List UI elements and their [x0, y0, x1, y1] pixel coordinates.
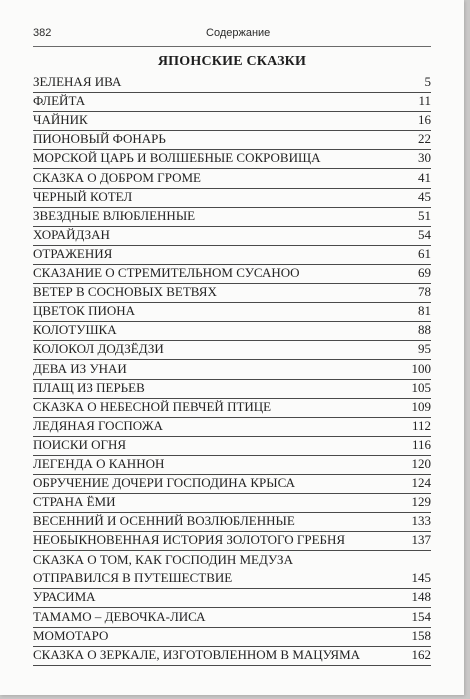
toc-entry [33, 227, 431, 246]
toc-entry-title: ПОИСКИ ОГНЯ [33, 436, 127, 452]
toc-entry [33, 150, 431, 169]
toc-entry-title: ХОРАЙДЗАН [33, 226, 110, 242]
toc-entry-page: 116 [411, 436, 431, 452]
toc-entry-title: СТРАНА ЁМИ [33, 494, 116, 510]
toc-entry-page: 148 [411, 589, 431, 605]
toc-entry-title: СКАЗКА О ТОМ, КАК ГОСПОДИН МЕДУЗА ОТПРАВИЛСЯ В ПУТЕШЕСТВИЕ [33, 552, 293, 586]
toc-entry [33, 284, 431, 303]
toc-entry-title: КОЛОКОЛ ДОДЗЁДЗИ [33, 341, 164, 357]
toc-entry-page: 100 [411, 360, 431, 376]
toc-entry-title: СКАЗАНИЕ О СТРЕМИТЕЛЬНОМ СУСАНОО [33, 265, 300, 281]
toc-entry-title: КОЛОТУШКА [33, 322, 117, 338]
toc-entry [33, 494, 431, 513]
toc-entry [33, 189, 431, 208]
table-of-contents [33, 74, 431, 666]
toc-entry-title: ЗЕЛЕНАЯ ИВА [33, 74, 122, 90]
page-header [0, 24, 464, 46]
toc-entry [33, 360, 431, 379]
toc-entry [33, 246, 431, 265]
toc-entry-title: СКАЗКА О ЗЕРКАЛЕ, ИЗГОТОВЛЕННОМ В МАЦУЯМА [33, 646, 361, 662]
toc-entry-title: ТАМАМО – ДЕВОЧКА-ЛИСА [33, 608, 206, 624]
toc-entry-title: ЛЕГЕНДА О КАННОН [33, 455, 165, 471]
toc-entry [33, 74, 431, 93]
toc-entry-page: 133 [411, 513, 431, 529]
toc-entry-page: 41 [418, 169, 431, 185]
toc-entry-page: 145 [411, 570, 431, 586]
toc-entry-page: 112 [411, 417, 431, 433]
toc-entry-page: 54 [418, 226, 431, 242]
toc-entry [33, 456, 431, 475]
toc-entry [33, 475, 431, 494]
running-title: Содержание [206, 27, 271, 39]
toc-entry-title: УРАСИМА [33, 589, 96, 605]
header-divider [33, 46, 431, 47]
toc-entry [33, 93, 431, 112]
toc-entry [33, 589, 431, 608]
toc-entry [33, 399, 431, 418]
toc-entry-title: МОРСКОЙ ЦАРЬ И ВОЛШЕБНЫЕ СОКРОВИЩА [33, 150, 321, 166]
toc-entry-title: ПИОНОВЫЙ ФОНАРЬ [33, 131, 166, 147]
toc-entry-page: 88 [418, 322, 431, 338]
toc-entry-page: 16 [418, 112, 431, 128]
toc-entry-page: 124 [411, 475, 431, 491]
section-title: ЯПОНСКИЕ СКАЗКИ [157, 54, 307, 69]
toc-entry-title: ЧАЙНИК [33, 112, 88, 128]
toc-entry-title: ВЕСЕННИЙ И ОСЕННИЙ ВОЗЛЮБЛЕННЫЕ [33, 513, 295, 529]
toc-entry [33, 208, 431, 227]
toc-entry [33, 380, 431, 399]
toc-entry-page: 22 [418, 131, 431, 147]
toc-entry-page: 78 [418, 284, 431, 300]
toc-entry [33, 551, 431, 589]
toc-entry [33, 418, 431, 437]
toc-entry-title: ВЕТЕР В СОСНОВЫХ ВЕТВЯХ [33, 284, 217, 300]
toc-entry-page: 81 [418, 303, 431, 319]
toc-entry-title: ЛЕДЯНАЯ ГОСПОЖА [33, 417, 163, 433]
toc-entry-page: 129 [411, 494, 431, 510]
toc-entry-page: 45 [418, 188, 431, 204]
toc-entry-page: 162 [411, 646, 431, 662]
toc-entry-page: 30 [418, 150, 431, 166]
toc-entry-title: ЦВЕТОК ПИОНА [33, 303, 136, 319]
toc-entry-title: ЗВЕЗДНЫЕ ВЛЮБЛЕННЫЕ [33, 207, 196, 223]
toc-entry [33, 322, 431, 341]
toc-entry-page: 69 [418, 265, 431, 281]
toc-entry-page: 51 [418, 207, 431, 223]
toc-entry-title: ФЛЕЙТА [33, 93, 86, 109]
toc-entry [33, 513, 431, 532]
toc-entry-title: ДЕВА ИЗ УНАИ [33, 360, 127, 376]
toc-entry [33, 131, 431, 150]
toc-entry-title: ОТРАЖЕНИЯ [33, 245, 113, 261]
toc-entry-title: СКАЗКА О НЕБЕСНОЙ ПЕВЧЕЙ ПТИЦЕ [33, 398, 272, 414]
toc-entry [33, 608, 431, 627]
toc-entry-page: 120 [411, 455, 431, 471]
toc-entry-page: 61 [418, 245, 431, 261]
toc-entry-page: 109 [411, 398, 431, 414]
toc-entry [33, 647, 431, 666]
toc-entry-page: 158 [411, 627, 431, 643]
toc-entry-title: ПЛАЩ ИЗ ПЕРЬЕВ [33, 379, 145, 395]
toc-entry [33, 265, 431, 284]
toc-entry [33, 628, 431, 647]
toc-entry-title: ЧЕРНЫЙ КОТЕЛ [33, 188, 133, 204]
toc-entry-page: 11 [418, 93, 431, 109]
toc-entry [33, 112, 431, 131]
page-number: 382 [33, 27, 52, 39]
toc-entry [33, 341, 431, 360]
toc-entry-page: 137 [411, 532, 431, 548]
toc-entry-page: 154 [411, 608, 431, 624]
toc-entry-page: 105 [411, 379, 431, 395]
toc-entry-page: 5 [424, 74, 431, 90]
toc-entry-title: ОБРУЧЕНИЕ ДОЧЕРИ ГОСПОДИНА КРЫСА [33, 475, 295, 491]
toc-entry-title: НЕОБЫКНОВЕННАЯ ИСТОРИЯ ЗОЛОТОГО ГРЕБНЯ [33, 532, 346, 548]
toc-entry [33, 532, 431, 551]
toc-entry-title: МОМОТАРО [33, 627, 109, 643]
toc-entry [33, 169, 431, 188]
toc-entry-page: 95 [418, 341, 431, 357]
toc-entry [33, 303, 431, 322]
toc-entry [33, 437, 431, 456]
toc-entry-title: СКАЗКА О ДОБРОМ ГРОМЕ [33, 169, 201, 185]
